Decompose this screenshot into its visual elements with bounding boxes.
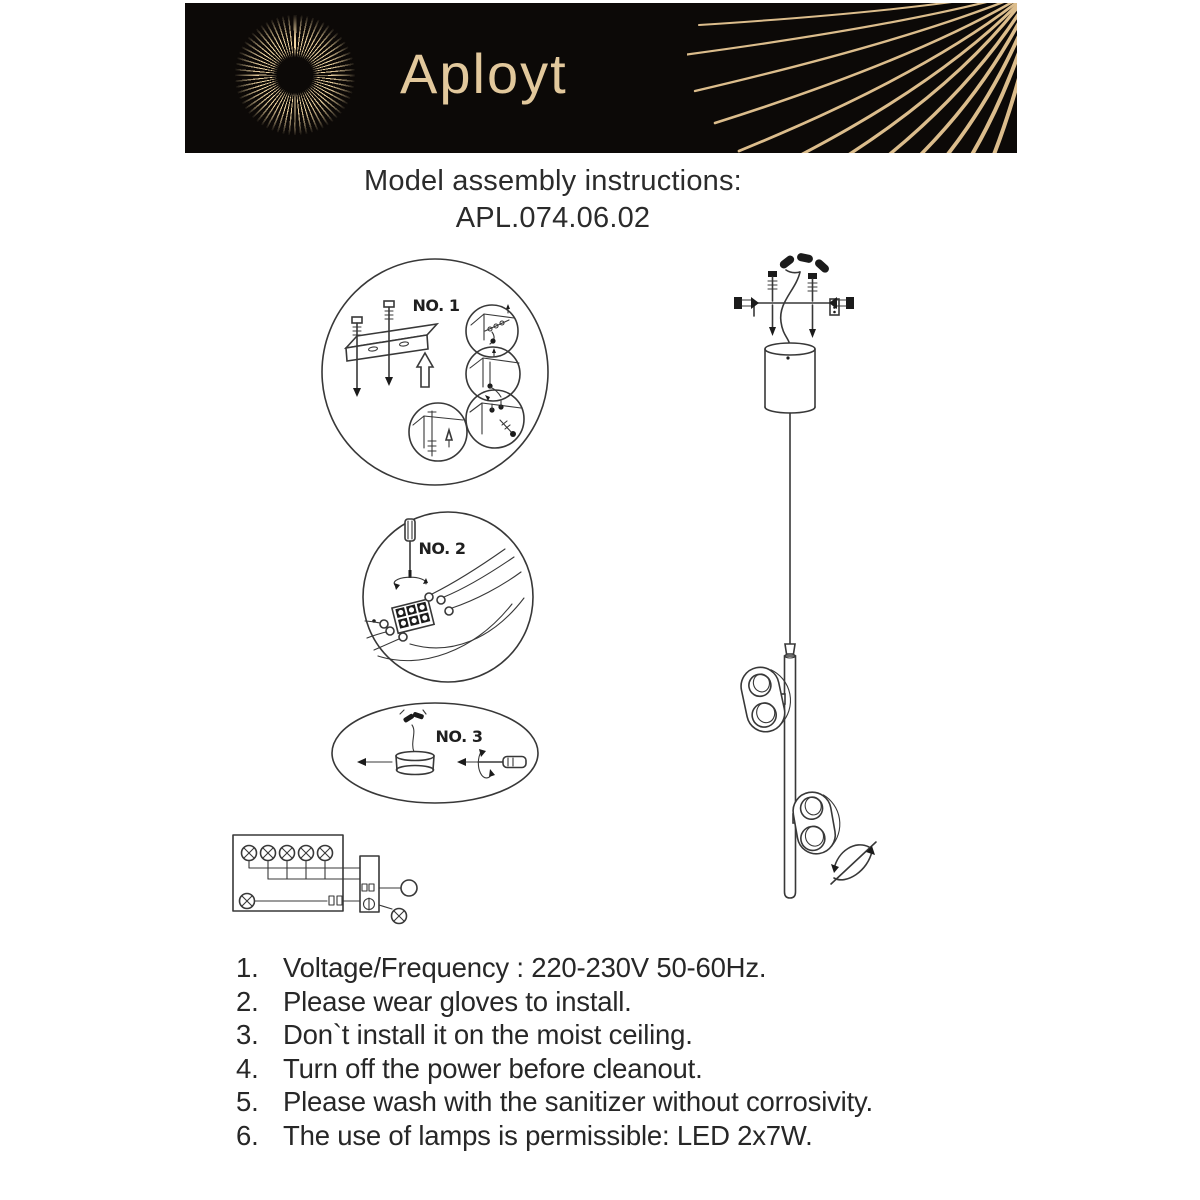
- instruction-number: 6.: [236, 1119, 259, 1151]
- rotation-arrow-icon: [831, 842, 876, 884]
- instruction-item: [236, 1018, 996, 1052]
- instruction-item: [236, 951, 996, 985]
- instruction-item: [236, 985, 996, 1019]
- step2-wiring-diagram: [363, 512, 533, 682]
- instruction-text: The use of lamps is permissible: LED 2x7W.: [283, 1119, 813, 1151]
- instruction-item: [236, 1119, 996, 1153]
- instruction-list: [236, 951, 996, 1153]
- brand-name: Aployt: [400, 42, 568, 105]
- instruction-item: [236, 1085, 996, 1119]
- instruction-text: Please wash with the sanitizer without corrosivity.: [283, 1086, 873, 1118]
- instruction-number: 3.: [236, 1019, 259, 1051]
- step1-label: NO. 1: [412, 296, 460, 315]
- title-line2: APL.074.06.02: [455, 202, 651, 234]
- instruction-text: Voltage/Frequency : 220-230V 50-60Hz.: [283, 952, 767, 983]
- instruction-number: 4.: [236, 1052, 259, 1084]
- instruction-text: Don`t install it on the moist ceiling.: [283, 1019, 693, 1051]
- instruction-number: 2.: [236, 985, 259, 1017]
- instruction-item: [236, 1052, 996, 1086]
- step1-mounting-diagram: [322, 259, 548, 485]
- instruction-text: Turn off the power before cleanout.: [283, 1052, 703, 1084]
- step3-canopy-diagram: [332, 703, 538, 803]
- step2-label: NO. 2: [418, 539, 466, 558]
- instruction-text: Please wear gloves to install.: [283, 985, 632, 1017]
- circuit-schematic: [233, 835, 417, 924]
- instruction-number: 5.: [236, 1086, 259, 1118]
- pendant-lamp-drawing: [734, 252, 876, 898]
- step3-label: NO. 3: [435, 727, 483, 746]
- title-line1: Model assembly instructions:: [364, 165, 742, 197]
- instruction-number: 1.: [236, 952, 259, 983]
